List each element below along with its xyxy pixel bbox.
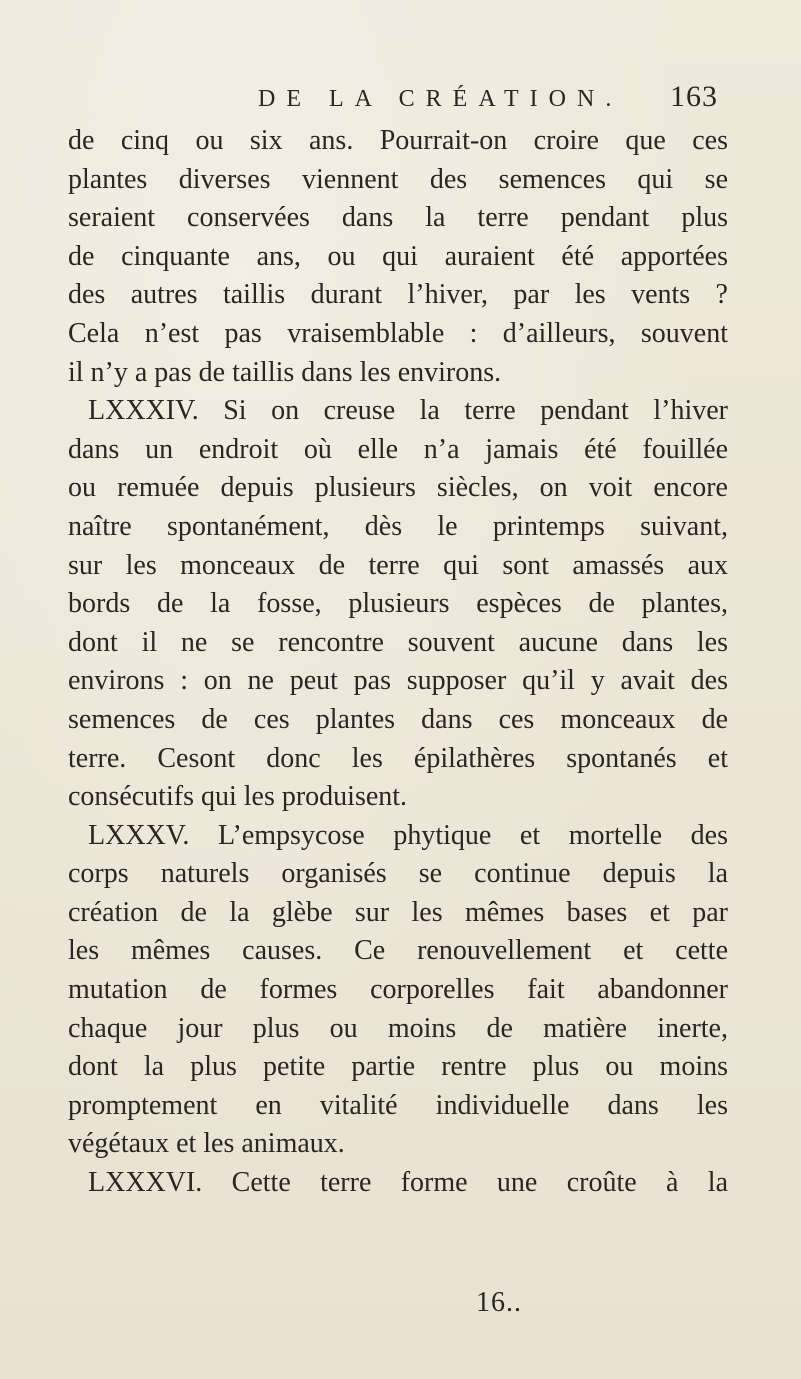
text-line: sur les monceaux de terre qui sont amassés aux	[68, 549, 728, 581]
paragraph-start-lxxxiv: LXXXIV. Si on creuse la terre pendant l’hiver	[88, 395, 728, 427]
text-line: végétaux et les animaux.	[68, 1128, 345, 1160]
text-line: promptement en vitalité individuelle dans les	[68, 1089, 728, 1121]
text-line: des autres taillis durant l’hiver, par les vents ?	[68, 279, 728, 311]
text-line: les mêmes causes. Ce renouvellement et cette	[68, 935, 728, 967]
paragraph-start-lxxxv: LXXXV. L’empsycose phytique et mortelle des	[88, 819, 728, 851]
text-line: naître spontanément, dès le printemps suivant,	[68, 510, 728, 542]
text-line: de cinq ou six ans. Pourrait-on croire que ces	[68, 125, 728, 156]
signature-mark: 16..	[476, 1287, 522, 1318]
paragraph-start-lxxxvi: LXXXVI. Cette terre forme une croûte à la	[88, 1167, 728, 1199]
text-line: de cinquante ans, ou qui auraient été apportées	[68, 240, 728, 272]
page-number: 163	[670, 80, 718, 113]
text-line: Cela n’est pas vraisemblable : d’ailleurs, souvent	[68, 317, 728, 349]
text-line: terre. Cesont donc les épilathères spontanés et	[68, 742, 728, 774]
text-line: dont il ne se rencontre souvent aucune dans les	[68, 626, 728, 658]
text-line: dans un endroit où elle n’a jamais été fouillée	[68, 433, 728, 465]
text-line: ou remuée depuis plusieurs siècles, on voit encore	[68, 472, 728, 504]
text-line: bords de la fosse, plusieurs espèces de plantes,	[68, 588, 728, 620]
text-line: semences de ces plantes dans ces monceaux de	[68, 703, 728, 735]
text-line: consécutifs qui les produisent.	[68, 781, 408, 813]
text-line: environs : on ne peut pas supposer qu’il y avait des	[68, 665, 728, 697]
text-line: plantes diverses viennent des semences qui se	[68, 163, 728, 195]
text-line: mutation de formes corporelles fait abandonner	[68, 974, 728, 1006]
text-line: chaque jour plus ou moins de matière inerte,	[68, 1012, 728, 1044]
running-title: DE LA CRÉATION.	[258, 86, 623, 112]
body-text	[68, 122, 728, 1203]
text-line: dont la plus petite partie rentre plus ou moins	[68, 1051, 728, 1083]
text-line: seraient conservées dans la terre pendant plus	[68, 202, 728, 234]
page-header	[258, 82, 718, 118]
text-line: corps naturels organisés se continue depuis la	[68, 858, 728, 890]
text-line: il n’y a pas de taillis dans les environs.	[68, 356, 502, 388]
text-line: création de la glèbe sur les mêmes bases et par	[68, 896, 728, 928]
